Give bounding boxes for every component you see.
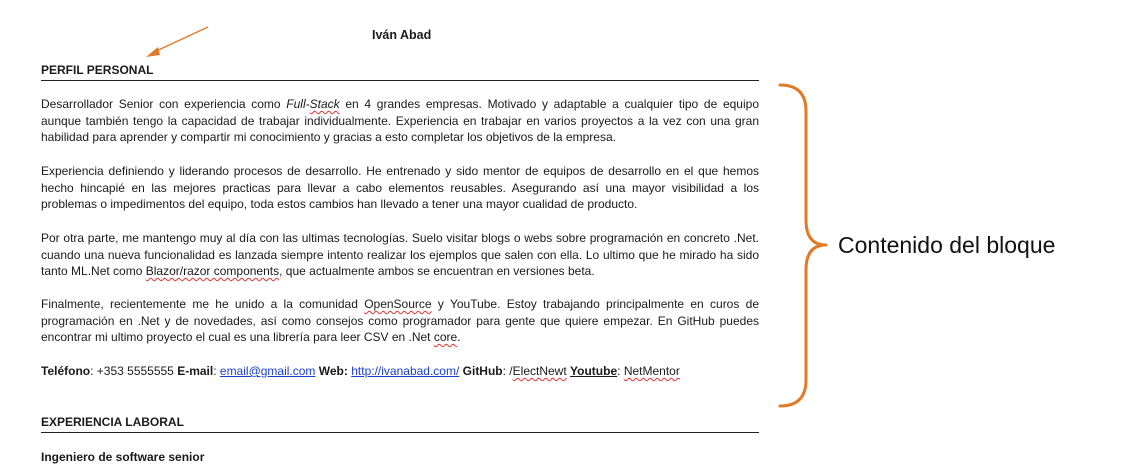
cv-name: Iván Abad <box>372 28 432 42</box>
profile-paragraph-4: Finalmente, recientemente me he unido a la comunidad OpenSource y YouTube. Estoy trabajando principalmente en curos de programación en .Net y de novedades, así como consejos como programador para gente que quiere empezar. En GitHub puedes encontrar mi ultimo proyecto el cual es una librería para leer CSV en .Net core. <box>41 297 759 344</box>
github-label: GitHub <box>459 364 503 378</box>
profile-paragraph-1: Desarrollador Senior con experiencia como Full-Stack en 4 grandes empresas. Motivado y adaptable a cualquier tipo de equipo aunque también tengo la capacidad de trabajar individualmente. Experiencia en trabajar en varios proyectos a la vez con una gran habilidad para aprender y compartir mi conocimiento y gracias a esto completar los objetivos de la empresa. <box>41 97 759 144</box>
web-label: Web: <box>315 364 348 378</box>
youtube-value: NetMentor <box>623 364 680 378</box>
web-link[interactable]: http://ivanabad.com/ <box>351 364 460 378</box>
profile-paragraph-3: Por otra parte, me mantengo muy al día con las ultimas tecnologías. Suelo visitar blogs o webs sobre programación en concreto .Net. cuando una nueva funcionalidad es lanzada siempre intento realizar los ejemplos que salen con ella. Lo ultimo que he mirado ha sido tanto ML.Net como Blazor/razor components, que actualmente ambos se encuentran en versiones beta. <box>41 231 759 278</box>
email-link[interactable]: email@gmail.com <box>219 364 316 378</box>
arrow-icon <box>146 27 208 57</box>
bracket-icon <box>780 85 826 406</box>
section-title-experience: EXPERIENCIA LABORAL <box>41 414 759 433</box>
youtube-label: Youtube <box>570 364 618 378</box>
profile-paragraph-2: Experiencia definiendo y liderando procesos de desarrollo. He entrenado y sido mentor de equipos de desarrollo en el que hemos hecho hincapié en las mejores practicas para llevar a cabo elementos reusables. Asegurando así una mayor visibilidad a los problemas o impedimentos del equipo, toda estos cambios han llevado a tener una mayor cualidad de producto. <box>41 164 759 211</box>
job-title: Ingeniero de software senior <box>41 450 205 464</box>
email-label: E-mail <box>177 364 214 378</box>
annotation-label: Contenido del bloque <box>838 232 1056 258</box>
section-title-profile: PERFIL PERSONAL <box>41 62 759 81</box>
contact-line: Teléfono: +353 5555555 E-mail: email@gmail.com Web: http://ivanabad.com/ GitHub: /ElectNewt Youtube: NetMentor <box>41 364 680 378</box>
phone-label: Teléfono <box>41 364 91 378</box>
phone-value: : +353 5555555 <box>90 364 178 378</box>
github-value: ElectNewt <box>512 364 567 378</box>
